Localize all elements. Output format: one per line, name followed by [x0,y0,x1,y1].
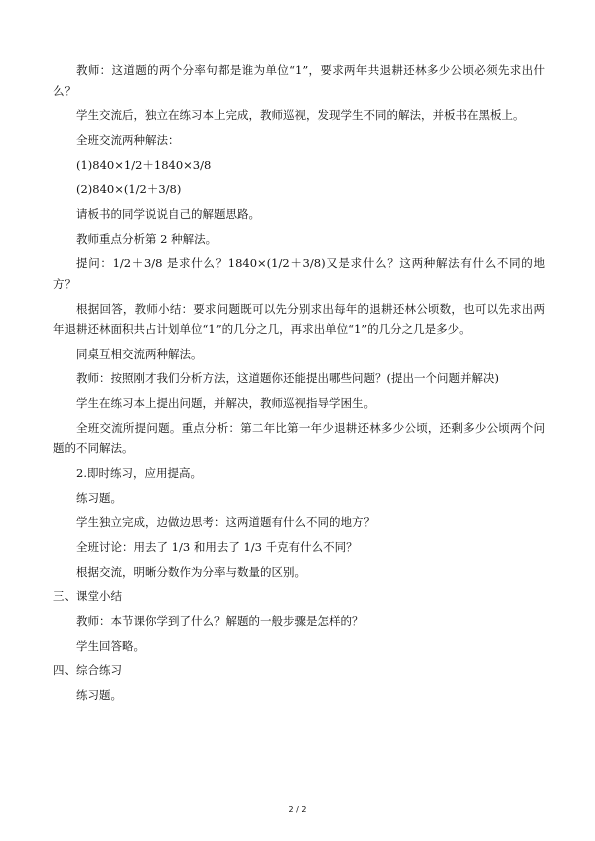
paragraph: 请板书的同学说说自己的解题思路。 [76,206,260,221]
section-heading: 四、综合练习 [53,663,122,678]
paragraph: 教师：本节课你学到了什么？解题的一般步骤是怎样的？ [76,614,364,629]
formula-line: (2)840×(1/2＋3/8) [76,182,182,197]
paragraph: 全班交流所提问题。重点分析：第二年比第一年少退耕还林多少公顷，还剩多少公顷两个问题的不同解法。 [53,420,545,456]
paragraph: 根据回答，教师小结：要求问题既可以先分别求出每年的退耕还林公顷数，也可以先求出两年退耕还林面积共占计划单位“1”的几分之几，再求出单位“1”的几分之几是多少。 [53,301,545,336]
page-number: 2 / 2 [288,805,307,814]
paragraph: 教师：这道题的两个分率句都是谁为单位“1”，要求两年共退耕还林多少公顷必须先求出什么？ [53,63,545,98]
paragraph: 提问：1/2＋3/8 是求什么？1840×(1/2＋3/8)又是求什么？这两种解法有什么不同的地方？ [53,256,545,291]
paragraph: 教师重点分析第 2 种解法。 [76,231,218,246]
paragraph: 练习题。 [76,490,122,505]
paragraph: 教师：按照刚才我们分析方法，这道题你还能提出哪些问题？(提出一个问题并解决) [76,371,499,386]
section-heading: 三、课堂小结 [53,589,122,604]
paragraph: 学生交流后，独立在练习本上完成，教师巡视，发现学生不同的解法，并板书在黑板上。 [76,108,525,123]
paragraph: 同桌互相交流两种解法。 [76,346,203,361]
formula-line: (1)840×1/2＋1840×3/8 [76,157,212,172]
page-body [53,60,545,710]
paragraph: 学生在练习本上提出问题，并解决，教师巡视指导学困生。 [76,396,375,411]
paragraph: 学生独立完成，边做边思考：这两道题有什么不同的地方？ [76,515,375,530]
paragraph: 全班讨论：用去了 1/3 和用去了 1/3 千克有什么不同？ [76,540,358,554]
paragraph: 练习题。 [76,688,122,703]
paragraph: 学生回答略。 [76,638,145,653]
paragraph: 全班交流两种解法： [76,132,180,147]
paragraph: 根据交流，明晰分数作为分率与数量的区别。 [76,564,306,579]
paragraph: 2.即时练习，应用提高。 [76,465,202,480]
